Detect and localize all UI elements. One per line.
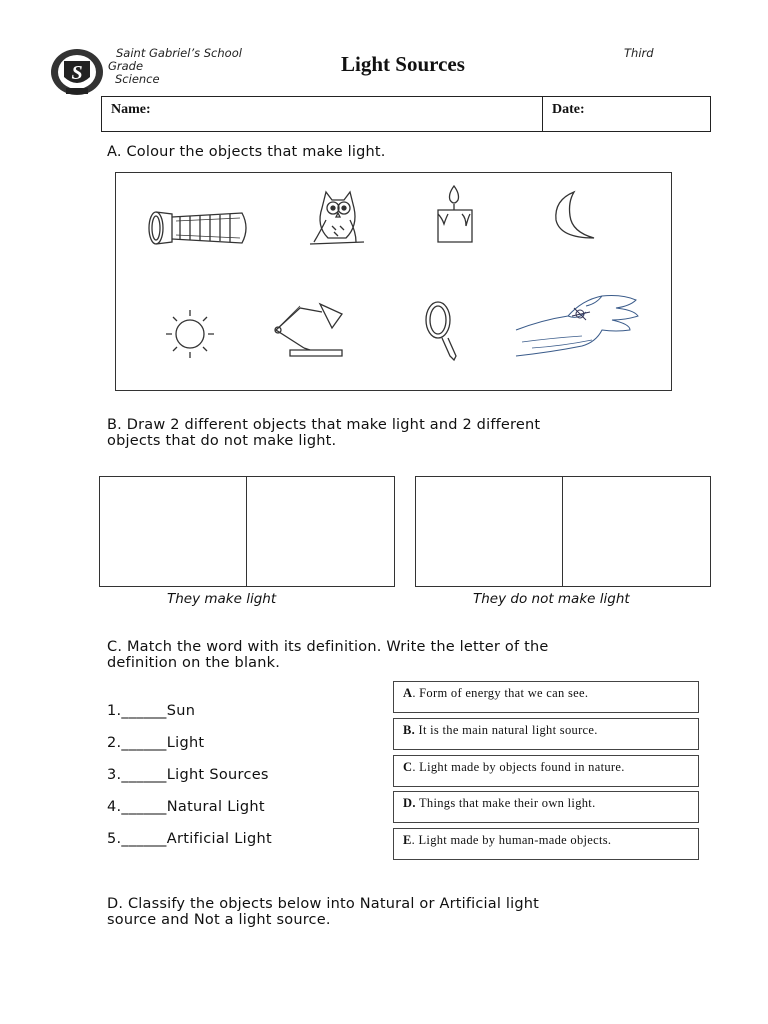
section-c-instruction-line2: definition on the blank. xyxy=(107,655,281,671)
svg-text:S: S xyxy=(71,62,83,84)
answer-blank[interactable]: 5.______ xyxy=(107,831,167,847)
match-item[interactable] xyxy=(107,703,195,719)
subject-label: Science xyxy=(115,72,160,86)
grade-label: Grade xyxy=(108,59,144,73)
answer-blank[interactable]: 1.______ xyxy=(107,703,167,719)
section-b-instruction-line1: B. Draw 2 different objects that make light and 2 different xyxy=(107,417,541,433)
definition-box xyxy=(393,681,699,713)
match-word: Light xyxy=(166,735,205,751)
grade-word: Third xyxy=(624,46,654,60)
section-c-instruction-line1: C. Match the word with its definition. Write the letter of the xyxy=(107,639,549,655)
desk-lamp-icon xyxy=(270,300,346,362)
box-divider xyxy=(246,477,247,586)
match-word: Sun xyxy=(166,703,196,719)
definition-text: . Light made by objects found in nature. xyxy=(412,760,625,774)
definition-text: Things that make their own light. xyxy=(415,796,596,810)
match-item[interactable] xyxy=(107,831,272,847)
date-label: Date: xyxy=(552,102,585,117)
no-light-drawing-box[interactable] xyxy=(415,476,711,587)
school-name: Saint Gabriel’s School xyxy=(116,46,242,60)
section-b-instruction-line2: objects that do not make light. xyxy=(107,433,337,449)
match-item[interactable] xyxy=(107,735,204,751)
firefly-hand-icon xyxy=(512,290,642,364)
match-word: Artificial Light xyxy=(166,831,272,847)
mirror-icon xyxy=(420,298,462,364)
definition-box xyxy=(393,791,699,823)
section-d-instruction-line1: D. Classify the objects below into Natural or Artificial light xyxy=(107,896,540,912)
definition-box xyxy=(393,718,699,750)
no-light-caption: They do not make light xyxy=(473,591,630,607)
definition-text: . Light made by human-made objects. xyxy=(411,833,612,847)
owl-icon xyxy=(306,186,368,252)
match-word: Light Sources xyxy=(166,767,269,783)
flashlight-icon xyxy=(146,205,252,251)
match-word: Natural Light xyxy=(166,799,265,815)
make-light-drawing-box[interactable] xyxy=(99,476,395,587)
candle-icon xyxy=(432,182,478,246)
answer-blank[interactable]: 3.______ xyxy=(107,767,167,783)
definition-letter: E xyxy=(403,833,412,847)
answer-blank[interactable]: 4.______ xyxy=(107,799,167,815)
sun-icon xyxy=(157,306,223,362)
date-field[interactable] xyxy=(542,96,711,132)
answer-blank[interactable]: 2.______ xyxy=(107,735,167,751)
definition-text: It is the main natural light source. xyxy=(415,723,598,737)
section-a-instruction: A. Colour the objects that make light. xyxy=(107,144,386,160)
definition-letter: A xyxy=(403,686,413,700)
match-item[interactable] xyxy=(107,799,265,815)
school-logo xyxy=(50,47,106,97)
definition-text: . Form of energy that we can see. xyxy=(412,686,589,700)
name-field[interactable] xyxy=(101,96,543,132)
definition-letter: C xyxy=(403,760,413,774)
definition-letter: B. xyxy=(403,723,416,737)
definition-box xyxy=(393,828,699,860)
name-label: Name: xyxy=(111,102,151,117)
definition-letter: D. xyxy=(403,796,416,810)
box-divider xyxy=(562,477,563,586)
match-item[interactable] xyxy=(107,767,269,783)
definition-box xyxy=(393,755,699,787)
moon-icon xyxy=(546,188,602,244)
section-d-instruction-line2: source and Not a light source. xyxy=(107,912,331,928)
page-title: Light Sources xyxy=(341,52,465,76)
make-light-caption: They make light xyxy=(167,591,277,607)
